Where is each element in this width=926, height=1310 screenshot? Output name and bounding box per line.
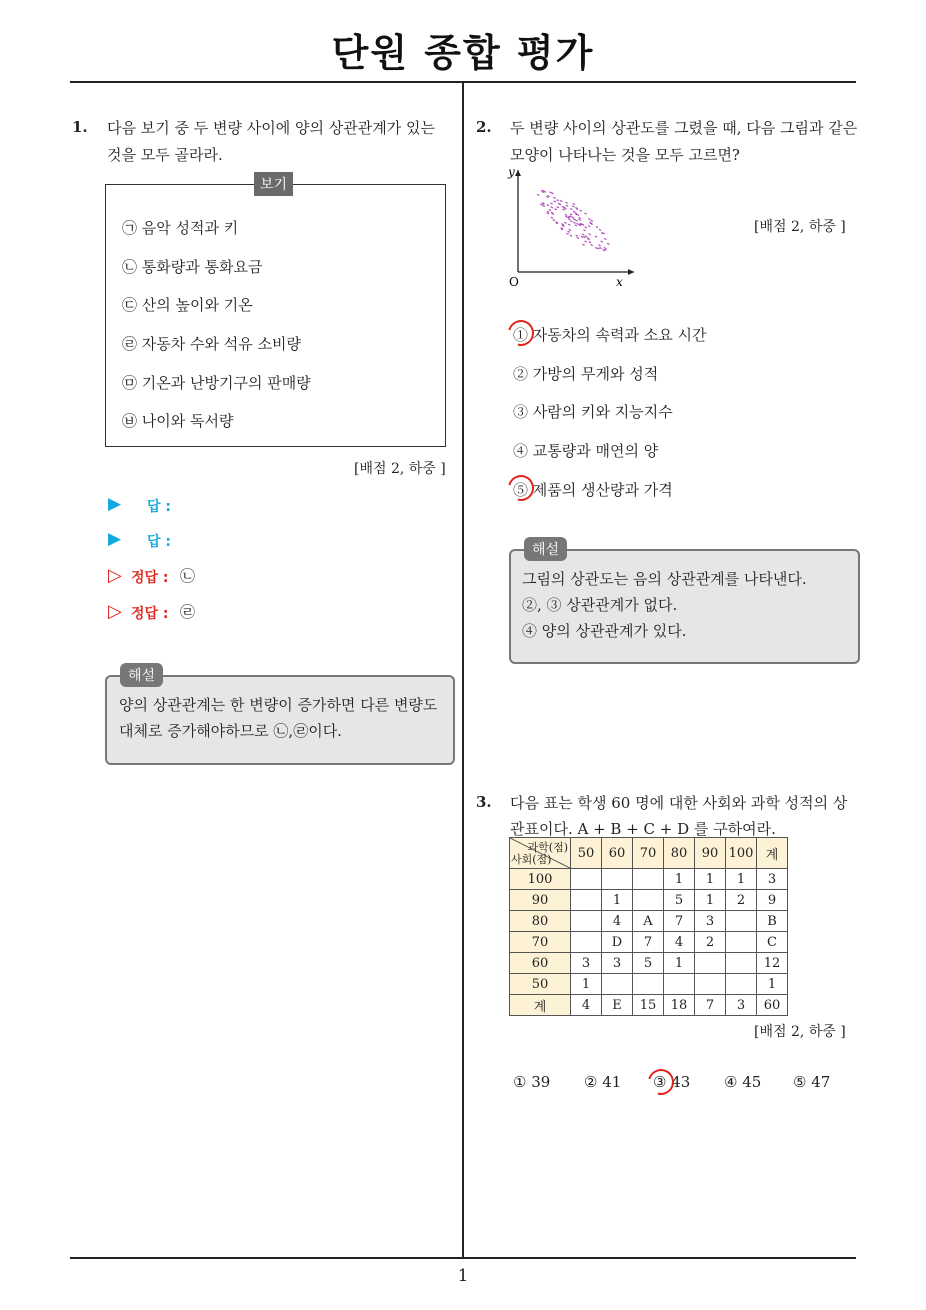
table-cell: 18 (664, 995, 695, 1016)
table-header-cell: 100 (726, 838, 757, 869)
scatter-dot (570, 216, 572, 217)
axis-origin-label: O (509, 275, 519, 289)
q2-explanation-line2: ②, ③ 상관관계가 없다. (522, 596, 678, 614)
scatter-dot (547, 213, 549, 214)
scatter-dot (591, 245, 593, 246)
table-cell (726, 974, 757, 995)
table-cell (633, 974, 664, 995)
table-cell (571, 890, 602, 911)
scatter-dot (559, 204, 561, 205)
q3-choice[interactable]: ③ 43 (653, 1073, 691, 1091)
scatter-dot (573, 222, 575, 223)
scatter-dot (568, 224, 570, 225)
scatter-dot (554, 201, 556, 202)
scatter-dots (537, 190, 609, 251)
scatter-dot (573, 211, 575, 212)
scatter-dot (585, 241, 587, 242)
scatter-dot (596, 227, 598, 228)
q1-meta: [배점 2, 하중 ] (354, 461, 446, 477)
bogi-item: ㉥ 나이와 독서량 (122, 412, 234, 430)
table-header-cell: 50 (571, 838, 602, 869)
table-cell: 3 (695, 911, 726, 932)
table-cell: 3 (757, 869, 788, 890)
scatter-dot (588, 226, 590, 227)
scatter-dot (601, 241, 603, 242)
table-cell: 7 (633, 932, 664, 953)
q3-text-line2: 관표이다. A + B + C + D 를 구하여라. (510, 820, 776, 838)
scatter-dot (573, 204, 575, 205)
scatter-dot (540, 204, 542, 205)
q2-meta: [배점 2, 하중 ] (754, 219, 846, 235)
scatter-dot (565, 214, 567, 215)
scatter-dot (548, 195, 550, 196)
table-cell (726, 911, 757, 932)
q2-choice[interactable]: ⑤ 제품의 생산량과 가격 (513, 481, 673, 499)
scatter-dot (589, 242, 591, 243)
column-divider (462, 83, 464, 1258)
scatter-dot (588, 219, 590, 220)
scatter-dot (547, 211, 549, 212)
scatter-dot (551, 217, 553, 218)
correct-value: ㉣ (180, 603, 196, 621)
q2-choice[interactable]: ④ 교통량과 매연의 양 (513, 442, 659, 460)
axis-x-label: x (616, 275, 623, 289)
answer-label: 답 : (147, 534, 171, 550)
scatter-dot (595, 236, 597, 237)
table-cell (633, 890, 664, 911)
table-cell: 3 (571, 953, 602, 974)
table-cell: D (602, 932, 633, 953)
bogi-item: ㉢ 산의 높이와 기온 (122, 296, 253, 314)
table-cell: 2 (726, 890, 757, 911)
scatter-dot (589, 222, 591, 223)
q1-explanation-tag: 해설 (120, 663, 163, 687)
table-cell: 5 (633, 953, 664, 974)
scatter-dot (543, 205, 545, 206)
scatter-dot (575, 207, 577, 208)
scatter-dot (563, 209, 565, 210)
scatter-dot (553, 220, 555, 221)
scatter-dot (546, 196, 548, 197)
scatter-plot-figure (500, 162, 650, 292)
page-number: 1 (457, 1266, 469, 1286)
scatter-dot (600, 247, 602, 248)
table-cell: 12 (757, 953, 788, 974)
scatter-dot (579, 217, 581, 218)
table-cell: C (757, 932, 788, 953)
table-cell: 1 (695, 869, 726, 890)
bottom-divider (70, 1257, 856, 1259)
table-cell: 4 (571, 995, 602, 1016)
scatter-dot (565, 216, 567, 217)
scatter-dot (549, 209, 551, 210)
scatter-dot (547, 205, 549, 206)
q2-text-line2: 모양이 나타나는 것을 모두 고르면? (510, 146, 740, 164)
table-row-header-cell: 80 (510, 911, 571, 932)
q2-explanation-line1: 그림의 상관도는 음의 상관관계를 나타낸다. (522, 570, 807, 588)
scatter-dot (537, 194, 539, 195)
answer-mark-circle-icon (643, 1064, 679, 1100)
q3-choice[interactable]: ② 41 (584, 1073, 622, 1091)
q3-choice[interactable]: ⑤ 47 (793, 1073, 831, 1091)
scatter-dot (582, 244, 584, 245)
table-cell (695, 953, 726, 974)
table-cell: 2 (695, 932, 726, 953)
table-cell: 1 (726, 869, 757, 890)
q2-choice[interactable]: ① 자동차의 속력과 소요 시간 (513, 326, 707, 344)
correct-label: 정답 : (131, 606, 169, 622)
scatter-dot (577, 237, 579, 238)
table-cell: B (757, 911, 788, 932)
scatter-dot (599, 229, 601, 230)
scatter-dot (566, 233, 568, 234)
table-cell (571, 911, 602, 932)
table-row (510, 995, 788, 1016)
scatter-dot (555, 209, 557, 210)
scatter-dot (583, 237, 585, 238)
table-cell: 7 (664, 911, 695, 932)
q2-choice[interactable]: ③ 사람의 키와 지능지수 (513, 403, 673, 421)
table-cell (571, 869, 602, 890)
table-header-cell: 60 (602, 838, 633, 869)
scatter-dot (564, 208, 566, 209)
scatter-dot (557, 200, 559, 201)
q2-explanation-line3: ④ 양의 상관관계가 있다. (522, 622, 687, 640)
scatter-dot (589, 234, 591, 235)
scatter-dot (583, 230, 585, 231)
q1-text-line2: 것을 모두 골라라. (107, 146, 223, 164)
table-row (510, 869, 788, 890)
table-cell (602, 869, 633, 890)
q2-explanation-tag: 해설 (524, 537, 567, 561)
table-cell: 1 (757, 974, 788, 995)
q1-explanation-line2: 대체로 증가해야하므로 ㉡,㉣이다. (119, 722, 342, 740)
bogi-item: ㉡ 통화량과 통화요금 (122, 258, 263, 276)
scatter-dot (576, 235, 578, 236)
table-row-header-cell: 90 (510, 890, 571, 911)
table-cell: 60 (757, 995, 788, 1016)
table-row (510, 911, 788, 932)
scatter-dot (572, 206, 574, 207)
q2-number: 2. (476, 118, 492, 136)
bogi-item: ㉣ 자동차 수와 석유 소비량 (122, 335, 301, 353)
answer-arrow-icon: ▶ (108, 529, 122, 549)
table-row-header-cell: 50 (510, 974, 571, 995)
table-cell (571, 932, 602, 953)
correct-arrow-icon: ▷ (108, 601, 122, 622)
scatter-dot (582, 234, 584, 235)
table-header-cell: 80 (664, 838, 695, 869)
scatter-dot (550, 203, 552, 204)
scatter-dot (573, 219, 575, 220)
scatter-dot (572, 217, 574, 218)
table-cell: 4 (602, 911, 633, 932)
table-cell: 4 (664, 932, 695, 953)
table-header-cell: 70 (633, 838, 664, 869)
bogi-label: 보기 (254, 172, 293, 196)
table-cell: A (633, 911, 664, 932)
scatter-dot (560, 200, 562, 201)
scatter-dot (581, 236, 583, 237)
answer-arrow-icon: ▶ (108, 494, 122, 514)
table-cell (664, 974, 695, 995)
table-row (510, 890, 788, 911)
q3-choice[interactable]: ① 39 (513, 1073, 551, 1091)
corner-top-label: 과학(점) (527, 841, 568, 854)
scatter-dot (566, 202, 568, 203)
q1-explanation-line1: 양의 상관관계는 한 변량이 증가하면 다른 변량도 (119, 696, 438, 714)
table-corner-cell (510, 838, 571, 869)
table-cell (602, 974, 633, 995)
q2-choice[interactable]: ② 가방의 무게와 성적 (513, 365, 659, 383)
table-cell (726, 932, 757, 953)
table-row-header-cell: 70 (510, 932, 571, 953)
table-cell: 3 (602, 953, 633, 974)
table-cell: E (602, 995, 633, 1016)
table-cell: 5 (664, 890, 695, 911)
table-row-header-cell: 60 (510, 953, 571, 974)
table-cell: 1 (602, 890, 633, 911)
correct-arrow-icon: ▷ (108, 565, 122, 586)
bogi-item: ㉠ 음악 성적과 키 (122, 219, 239, 237)
table-cell (633, 869, 664, 890)
answer-mark-circle-icon (503, 470, 539, 506)
table-row (510, 953, 788, 974)
scatter-dot (584, 213, 586, 214)
q3-choice[interactable]: ④ 45 (724, 1073, 762, 1091)
scatter-dot (587, 238, 589, 239)
table-cell (695, 974, 726, 995)
scatter-dot (585, 227, 587, 228)
scatter-dot (604, 248, 606, 249)
table-cell: 7 (695, 995, 726, 1016)
table-cell: 15 (633, 995, 664, 1016)
q1-text-line1: 다음 보기 중 두 변량 사이에 양의 상관관계가 있는 (107, 119, 435, 137)
scatter-dot (564, 222, 566, 223)
scatter-dot (585, 236, 587, 237)
scatter-dot (570, 235, 572, 236)
table-cell: 3 (726, 995, 757, 1016)
scatter-dot (577, 223, 579, 224)
scatter-dot (580, 210, 582, 211)
answer-mark-circle-icon (503, 315, 539, 351)
scatter-dot (607, 243, 609, 244)
q3-meta: [배점 2, 하중 ] (754, 1024, 846, 1040)
axis-y-label: y (508, 165, 515, 179)
scatter-dot (591, 220, 593, 221)
table-row-header-cell: 100 (510, 869, 571, 890)
table-cell: 1 (664, 953, 695, 974)
scatter-dot (575, 220, 577, 221)
scatter-dot (569, 229, 571, 230)
table-header-cell: 계 (757, 838, 788, 869)
q2-text-line1: 두 변량 사이의 상관도를 그렸을 때, 다음 그림과 같은 (510, 119, 858, 137)
answer-label: 답 : (147, 499, 171, 515)
table-header-cell: 90 (695, 838, 726, 869)
scatter-dot (570, 221, 572, 222)
scatter-dot (566, 205, 568, 206)
q1-number: 1. (72, 118, 88, 136)
table-cell: 9 (757, 890, 788, 911)
correct-label: 정답 : (131, 570, 169, 586)
scatter-dot (570, 214, 572, 215)
scatter-dot (551, 193, 553, 194)
correct-value: ㉡ (180, 567, 196, 585)
table-cell: 1 (695, 890, 726, 911)
scatter-dot (599, 245, 601, 246)
page-title: 단원 종합 평가 (331, 31, 595, 75)
scatter-dot (595, 247, 597, 248)
table-row (510, 932, 788, 953)
scatter-dot (551, 212, 553, 213)
table-row-header-cell: 계 (510, 995, 571, 1016)
bogi-item: ㉤ 기온과 난방기구의 판매량 (122, 374, 311, 392)
scatter-dot (604, 238, 606, 239)
scatter-dot (575, 225, 577, 226)
q3-text-line1: 다음 표는 학생 60 명에 대한 사회와 과학 성적의 상 (510, 794, 848, 812)
table-body (510, 869, 788, 1016)
table-cell: 1 (571, 974, 602, 995)
scatter-dot (568, 231, 570, 232)
table-header-row (510, 838, 788, 869)
table-cell: 1 (664, 869, 695, 890)
scatter-dot (568, 219, 570, 220)
scatter-dot (570, 208, 572, 209)
correlation-table (509, 837, 788, 1016)
table-row (510, 974, 788, 995)
scatter-dot (578, 219, 580, 220)
scatter-dot (553, 197, 555, 198)
scatter-dot (557, 207, 559, 208)
scatter-dot (551, 207, 553, 208)
table-cell (726, 953, 757, 974)
q3-number: 3. (476, 793, 492, 811)
scatter-dot (597, 248, 599, 249)
corner-bottom-label: 사회(점) (511, 853, 552, 866)
